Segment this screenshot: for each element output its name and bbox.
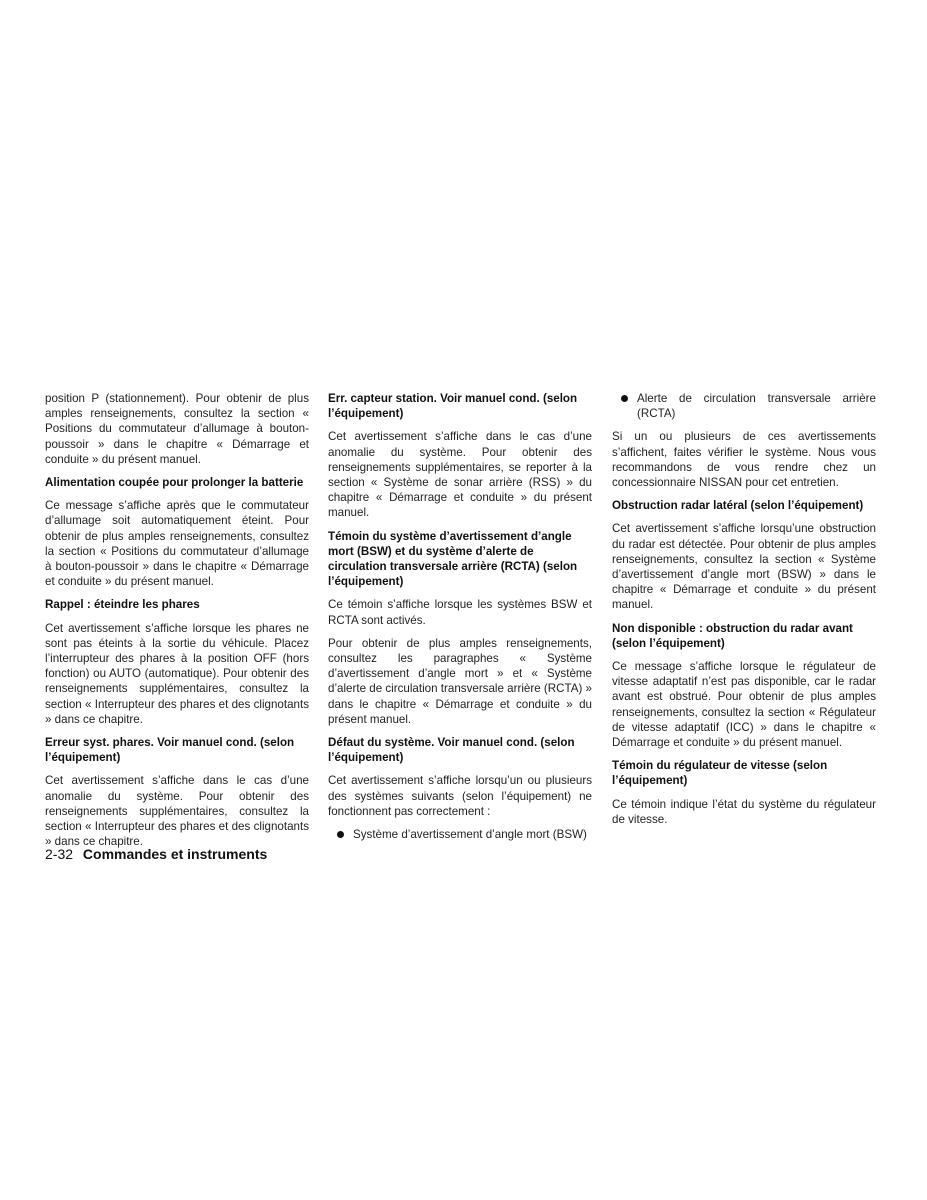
bullet-icon [337,831,344,838]
paragraph: Ce témoin s’affiche lorsque les systèmes BSW et RCTA sont activés. [328,598,592,627]
column-right [612,391,876,835]
paragraph: Ce message s’affiche lorsque le régulateur de vitesse adaptatif n’est pas disponible, car le radar avant est obstrué. Pour obtenir de plus amples renseignements, consultez la section « Régulateur de vitesse adaptatif (ICC) » dans le chapitre « Démarrage et conduite » du présent manuel. [612,660,876,750]
paragraph: Ce message s’affiche après que le commutateur d’allumage soit automatiquement éteint. Pour obtenir de plus amples renseignements, consultez la section « Positions du commutateur d’allumage à bouton-poussoir » dans le chapitre « Démarrage et conduite » du présent manuel. [45,499,309,589]
list-item [328,827,592,842]
paragraph: Si un ou plusieurs de ces avertissements s’affichent, faites vérifier le système. Nous vous recommandons de vous rendre chez un concessionnaire NISSAN pour cet entretien. [612,430,876,490]
paragraph: Cet avertissement s’affiche lorsque les phares ne sont pas éteints à la sortie du véhicule. Placez l’interrupteur des phares à la position OFF (hors fonction) ou AUTO (automatique). Pour obtenir des renseignements supplémentaires, consultez la section « Interrupteur des phares et des clignotants » dans ce chapitre. [45,621,309,726]
section-heading: Obstruction radar latéral (selon l’équipement) [612,499,864,513]
section-heading: Témoin du régulateur de vitesse (selon l’équipement) [612,759,828,788]
paragraph: Pour obtenir de plus amples renseignements, consultez les paragraphes « Système d’avertissement d’angle mort » et « Système d’alerte de circulation transversale arrière (RCTA) » dans le chapitre « Démarrage et conduite » du présent manuel. [328,636,592,726]
list-item [612,391,876,421]
section-heading: Non disponible : obstruction du radar avant (selon l’équipement) [612,621,853,650]
bullet-list [612,391,876,421]
section-heading: Alimentation coupée pour prolonger la batterie [45,476,304,490]
page-number: 2-32 [45,846,74,862]
paragraph: Cet avertissement s’affiche dans le cas d’une anomalie du système. Pour obtenir des renseignements supplémentaires, consultez la section « Interrupteur des phares et des clignotants » dans ce chapitre. [45,774,309,849]
list-item-text: Alerte de circulation transversale arrière (RCTA) [637,392,876,421]
column-left [45,391,309,857]
paragraph: Cet avertissement s’affiche lorsqu’une obstruction du radar est détectée. Pour obtenir de plus amples renseignements, consultez la section « Système d’avertissement d’angle mort (BSW) » dans le chapitre « Démarrage et conduite » du présent manuel. [612,522,876,612]
paragraph: Cet avertissement s’affiche dans le cas d’une anomalie du système. Pour obtenir des renseignements supplémentaires, se reporter à la section « Système de sonar arrière (RSS) » du chapitre « Démarrage et conduite » du présent manuel. [328,430,592,520]
section-heading: Rappel : éteindre les phares [45,598,200,612]
bullet-icon [621,395,628,402]
paragraph: position P (stationnement). Pour obtenir de plus amples renseignements, consultez la section « Positions du commutateur d’allumage à bouton-poussoir » dans le chapitre « Démarrage et conduite » du présent manuel. [45,392,309,466]
list-item-text: Système d’avertissement d’angle mort (BSW) [353,828,587,842]
paragraph: Ce témoin indique l’état du système du régulateur de vitesse. [612,797,876,826]
section-heading: Err. capteur station. Voir manuel cond. (selon l’équipement) [328,392,578,421]
bullet-list [328,827,592,842]
section-heading: Témoin du système d’avertissement d’angle mort (BSW) et du système d’alerte de circulation transversale arrière (RCTA) (selon l’équipement) [328,529,578,589]
paragraph: Cet avertissement s’affiche lorsqu’un ou plusieurs des systèmes suivants (selon l’équipement) ne fonctionnent pas correctement : [328,774,592,818]
section-heading: Défaut du système. Voir manuel cond. (selon l’équipement) [328,736,575,765]
column-middle [328,391,592,850]
chapter-title: Commandes et instruments [82,846,268,862]
section-heading: Erreur syst. phares. Voir manuel cond. (selon l’équipement) [45,736,295,765]
page-footer [45,846,267,862]
